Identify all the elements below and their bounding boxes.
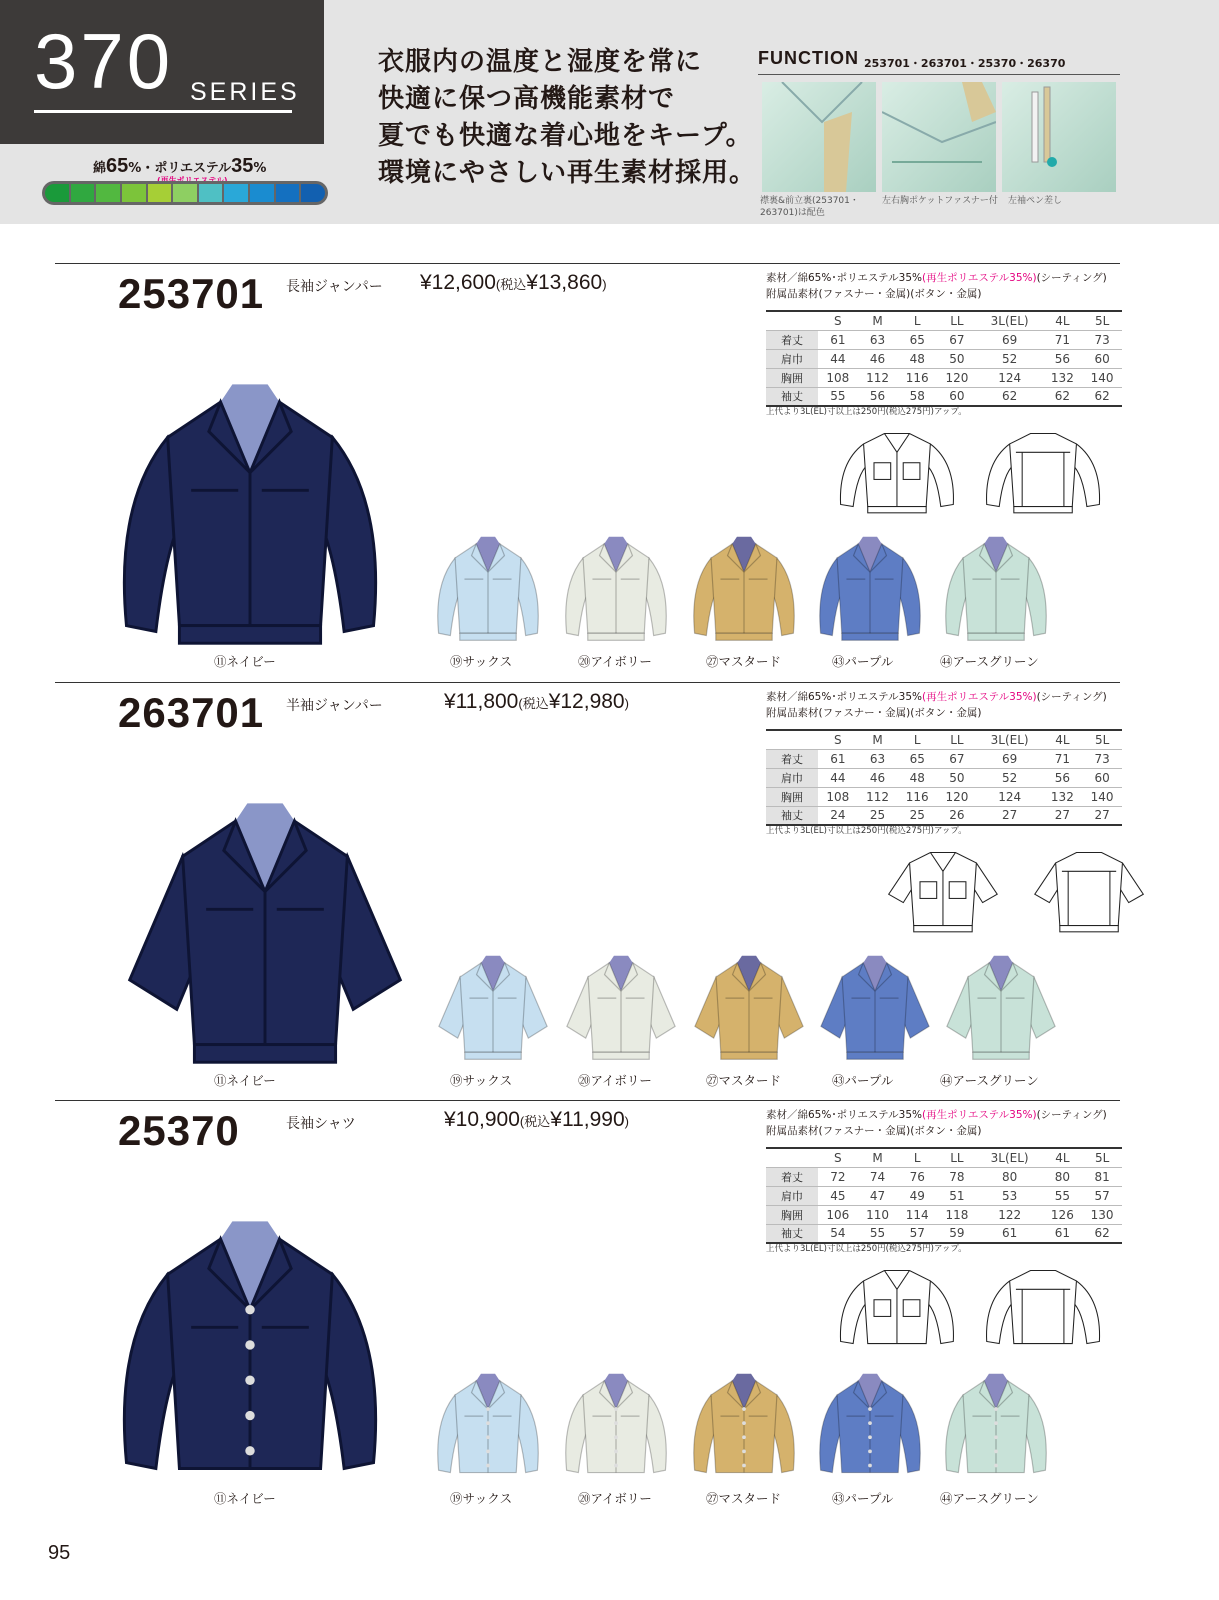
main-garment-photo (100, 1192, 400, 1496)
material-a: 素材／綿65%･ポリエステル35% (766, 272, 922, 284)
size-cell: 26 (949, 808, 965, 823)
size-cell: 52 (1002, 770, 1018, 785)
main-garment-photo (95, 774, 435, 1078)
size-cell: 25 (909, 808, 925, 823)
material-info (766, 1107, 1107, 1139)
gauge-segment (250, 184, 274, 202)
color-caption-navy: ⑪ネイビー (214, 1073, 276, 1088)
size-header: S (834, 732, 842, 747)
accessory-line: 附属品素材(ファスナー・金属)(ボタン・金属) (766, 288, 982, 300)
size-cell: 56 (1054, 351, 1071, 366)
size-table (766, 729, 1122, 826)
size-row (766, 387, 1122, 406)
size-cell: 56 (1054, 770, 1071, 785)
size-cell: 58 (909, 389, 925, 404)
size-header-row (766, 730, 1122, 749)
size-row (766, 1205, 1122, 1224)
size-cell: 80 (1054, 1169, 1071, 1184)
size-cell: 67 (949, 751, 965, 766)
size-cell: 57 (1094, 1188, 1110, 1203)
size-cell: 27 (1054, 808, 1071, 823)
size-header: L (913, 1150, 921, 1165)
size-cell: 76 (909, 1169, 925, 1184)
color-photo-sax (428, 1362, 548, 1486)
size-cell: 52 (1002, 351, 1018, 366)
size-row (766, 330, 1122, 349)
gauge-segment (199, 184, 223, 202)
composition (93, 155, 266, 178)
size-row-label: 着丈 (766, 330, 818, 349)
size-header: S (834, 313, 842, 328)
size-cell: 60 (1094, 770, 1110, 785)
function-photo-collar (762, 82, 876, 192)
size-cell: 61 (1002, 1226, 1018, 1241)
size-cell: 114 (905, 1207, 929, 1222)
size-header: 5L (1094, 313, 1110, 328)
size-cell: 69 (1002, 332, 1018, 347)
tax-close: ) (624, 1114, 629, 1129)
size-cell: 140 (1090, 370, 1114, 385)
size-table (766, 1147, 1122, 1244)
size-corner (766, 730, 818, 749)
material-a: 素材／綿65%･ポリエステル35% (766, 1109, 922, 1121)
product-name: 長袖ジャンパー (286, 279, 383, 295)
size-cell: 132 (1050, 370, 1074, 385)
size-note: 上代より3L(EL)寸以上は250円(税込275円)アップ。 (766, 407, 967, 417)
size-header: L (913, 732, 921, 747)
size-cell: 118 (945, 1207, 969, 1222)
gauge-segment (224, 184, 248, 202)
material-recycled: (再生ポリエステル35%) (921, 1109, 1037, 1121)
size-cell: 50 (949, 770, 965, 785)
catch-copy (378, 44, 756, 192)
size-header: S (834, 1150, 842, 1165)
product-number: 253701 (118, 270, 265, 317)
size-cell: 47 (869, 1188, 886, 1203)
section-rule (55, 1100, 1120, 1101)
size-cell: 24 (830, 808, 846, 823)
material-c: (シーティング) (1036, 272, 1107, 284)
size-cell: 108 (826, 789, 850, 804)
section-rule (55, 263, 1120, 264)
size-cell: 46 (869, 770, 886, 785)
size-cell: 140 (1090, 789, 1114, 804)
size-row (766, 1186, 1122, 1205)
size-header: 3L(EL) (990, 313, 1029, 328)
size-cell: 73 (1094, 332, 1110, 347)
series-word: SERIES (190, 78, 300, 106)
size-cell: 63 (869, 751, 886, 766)
size-cell: 61 (1054, 1226, 1071, 1241)
size-cell: 44 (830, 351, 846, 366)
size-table (766, 310, 1122, 407)
color-photo-sax (428, 525, 548, 649)
size-row (766, 749, 1122, 768)
size-header: LL (950, 1150, 964, 1165)
tax-label: (税込 (495, 277, 527, 292)
size-header: LL (950, 313, 964, 328)
price-value: ¥10,900 (444, 1108, 520, 1131)
size-header: L (913, 313, 921, 328)
size-header-row (766, 311, 1122, 330)
material-line (766, 1107, 1107, 1123)
color-caption-purple: ㊸パープル (832, 1491, 894, 1506)
size-cell: 126 (1050, 1207, 1074, 1222)
composition-gauge (42, 181, 328, 205)
gauge-segment (96, 184, 120, 202)
material-info (766, 689, 1107, 721)
size-cell: 61 (830, 332, 846, 347)
gauge-segment (148, 184, 172, 202)
color-caption-sax: ⑲サックス (450, 654, 513, 669)
gauge-segment (173, 184, 197, 202)
material-info (766, 270, 1107, 302)
size-cell: 62 (1094, 389, 1110, 404)
size-cell: 130 (1090, 1207, 1114, 1222)
function-caption: 左右胸ポケットファスナー付 (882, 196, 998, 206)
color-caption-earthgreen: ㊹アースグリーン (940, 654, 1039, 669)
size-cell: 45 (830, 1188, 846, 1203)
function-title: FUNCTION (758, 48, 859, 68)
size-row-label: 着丈 (766, 1167, 818, 1186)
material-line (766, 270, 1107, 286)
main-garment-photo (100, 355, 400, 659)
color-caption-sax: ⑲サックス (450, 1491, 513, 1506)
technical-drawing (820, 1258, 1120, 1358)
size-header: M (872, 313, 883, 328)
size-row (766, 787, 1122, 806)
color-caption-ivory: ⑳アイボリー (578, 1491, 652, 1506)
size-header: M (872, 1150, 883, 1165)
size-cell: 27 (1094, 808, 1110, 823)
product-name: 半袖ジャンパー (286, 698, 383, 714)
product-price (420, 271, 607, 295)
size-cell: 72 (830, 1169, 846, 1184)
size-cell: 124 (998, 789, 1022, 804)
color-caption-ivory: ⑳アイボリー (578, 654, 652, 669)
size-row-label: 胸囲 (766, 1205, 818, 1224)
material-c: (シーティング) (1036, 691, 1107, 703)
size-row (766, 1167, 1122, 1186)
size-cell: 54 (830, 1226, 846, 1241)
material-recycled: (再生ポリエステル35%) (921, 272, 1037, 284)
size-header: 5L (1094, 732, 1110, 747)
color-photo-ivory (556, 525, 676, 649)
product-name: 長袖シャツ (286, 1116, 356, 1132)
size-row (766, 1224, 1122, 1243)
size-cell: 78 (949, 1169, 965, 1184)
product-price (444, 1108, 629, 1132)
size-cell: 49 (909, 1188, 925, 1203)
color-caption-earthgreen: ㊹アースグリーン (940, 1073, 1039, 1088)
size-header: 4L (1055, 1150, 1070, 1165)
size-header-row (766, 1148, 1122, 1167)
tax-price: ¥13,860 (526, 271, 603, 294)
catch-line: 環境にやさしい再生素材採用。 (378, 158, 757, 188)
size-cell: 60 (1094, 351, 1110, 366)
material-line (766, 689, 1107, 705)
technical-drawing (866, 840, 1166, 940)
series-underline (34, 110, 292, 113)
size-row-label: 肩巾 (766, 349, 818, 368)
accessory-line: 附属品素材(ファスナー・金属)(ボタン・金属) (766, 707, 982, 719)
function-photo-pocket (882, 82, 996, 192)
color-caption-sax: ⑲サックス (450, 1073, 513, 1088)
catch-line: 衣服内の温度と湿度を常に (378, 47, 703, 77)
size-row-label: 着丈 (766, 749, 818, 768)
size-cell: 62 (1054, 389, 1071, 404)
size-header: LL (950, 732, 964, 747)
size-cell: 53 (1002, 1188, 1018, 1203)
size-row-label: 胸囲 (766, 787, 818, 806)
color-caption-mustard: ㉗マスタード (706, 1073, 782, 1088)
comp-poly: ポリエステル (154, 161, 232, 176)
size-cell: 122 (998, 1207, 1022, 1222)
gauge-segment (276, 184, 300, 202)
tax-close: ) (602, 277, 607, 292)
tax-price: ¥12,980 (548, 690, 625, 713)
size-cell: 106 (826, 1207, 850, 1222)
size-note: 上代より3L(EL)寸以上は250円(税込275円)アップ。 (766, 1244, 967, 1254)
product-price (444, 690, 629, 714)
price-value: ¥12,600 (420, 271, 496, 294)
size-cell: 71 (1054, 332, 1071, 347)
color-caption-navy: ⑪ネイビー (214, 1491, 276, 1506)
gauge-segment (122, 184, 146, 202)
size-cell: 61 (830, 751, 846, 766)
color-photo-purple (810, 525, 930, 649)
size-row (766, 349, 1122, 368)
size-cell: 71 (1054, 751, 1071, 766)
size-cell: 132 (1050, 789, 1074, 804)
size-cell: 25 (869, 808, 886, 823)
color-caption-earthgreen: ㊹アースグリーン (940, 1491, 1039, 1506)
size-row-label: 袖丈 (766, 806, 818, 825)
comp-pct-a: % (128, 161, 142, 176)
material-recycled: (再生ポリエステル35%) (921, 691, 1037, 703)
size-cell: 27 (1002, 808, 1018, 823)
size-cell: 63 (869, 332, 886, 347)
size-row-label: 胸囲 (766, 368, 818, 387)
size-cell: 73 (1094, 751, 1110, 766)
size-cell: 60 (949, 389, 965, 404)
size-cell: 112 (866, 789, 889, 804)
size-row (766, 806, 1122, 825)
color-caption-navy: ⑪ネイビー (214, 654, 276, 669)
accessory-line: 附属品素材(ファスナー・金属)(ボタン・金属) (766, 1125, 982, 1137)
color-photo-mustard (684, 525, 804, 649)
size-cell: 55 (869, 1226, 886, 1241)
color-photo-mustard (684, 1362, 804, 1486)
size-cell: 81 (1094, 1169, 1110, 1184)
color-photo-earthgreen (936, 525, 1056, 649)
size-corner (766, 311, 818, 330)
size-cell: 67 (949, 332, 965, 347)
tax-price: ¥11,990 (550, 1108, 625, 1131)
function-models: 253701・263701・25370・26370 (864, 57, 1066, 70)
gauge-segment (45, 184, 69, 202)
size-header: 4L (1055, 313, 1070, 328)
size-cell: 80 (1002, 1169, 1018, 1184)
size-cell: 44 (830, 770, 846, 785)
product-number: 25370 (118, 1107, 240, 1154)
size-corner (766, 1148, 818, 1167)
function-rule (758, 74, 1120, 75)
size-row (766, 768, 1122, 787)
size-cell: 116 (905, 789, 929, 804)
size-cell: 57 (909, 1226, 925, 1241)
size-cell: 69 (1002, 751, 1018, 766)
size-cell: 65 (909, 332, 925, 347)
size-cell: 110 (866, 1207, 889, 1222)
function-caption: 左袖ペン差し (1008, 196, 1063, 206)
technical-drawing (820, 421, 1120, 521)
price-value: ¥11,800 (444, 690, 519, 713)
color-photo-purple (810, 1362, 930, 1486)
catch-line: 快適に保つ高機能素材で (378, 84, 676, 114)
size-cell: 62 (1002, 389, 1018, 404)
comp-pct-b: % (253, 161, 267, 176)
function-photo-pen (1002, 82, 1116, 192)
size-header: 5L (1094, 1150, 1110, 1165)
color-photo-earthgreen (926, 944, 1076, 1068)
size-cell: 51 (949, 1188, 965, 1203)
size-cell: 48 (909, 351, 925, 366)
catch-line: 夏でも快適な着心地をキープ。 (378, 121, 753, 151)
size-header: 3L(EL) (990, 732, 1029, 747)
color-caption-ivory: ⑳アイボリー (578, 1073, 652, 1088)
page-number: 95 (48, 1542, 71, 1564)
size-cell: 46 (869, 351, 886, 366)
color-photo-ivory (556, 1362, 676, 1486)
color-caption-mustard: ㉗マスタード (706, 654, 782, 669)
tax-close: ) (624, 696, 629, 711)
comp-poly-pct: 35 (231, 155, 254, 177)
size-note: 上代より3L(EL)寸以上は250円(税込275円)アップ。 (766, 826, 967, 836)
size-cell: 112 (866, 370, 889, 385)
material-a: 素材／綿65%･ポリエステル35% (766, 691, 922, 703)
comp-cotton-pct: 65 (106, 155, 129, 177)
gauge-segment (71, 184, 95, 202)
size-header: 3L(EL) (990, 1150, 1029, 1165)
section-rule (55, 682, 1120, 683)
color-photo-earthgreen (936, 1362, 1056, 1486)
function-caption: 襟裏&前立裏(253701・263701)は配色 (760, 196, 859, 218)
size-cell: 116 (905, 370, 929, 385)
color-caption-purple: ㊸パープル (832, 1073, 894, 1088)
size-cell: 108 (826, 370, 850, 385)
size-cell: 50 (949, 351, 965, 366)
size-cell: 74 (869, 1169, 886, 1184)
series-number: 370 (34, 17, 174, 105)
series-box (0, 0, 324, 144)
size-cell: 55 (830, 389, 846, 404)
comp-cotton: 綿 (93, 161, 107, 176)
size-row (766, 368, 1122, 387)
size-cell: 120 (945, 370, 969, 385)
size-row-label: 袖丈 (766, 387, 818, 406)
size-header: 4L (1055, 732, 1070, 747)
material-c: (シーティング) (1036, 1109, 1107, 1121)
tax-label: (税込 (519, 1114, 551, 1129)
color-caption-mustard: ㉗マスタード (706, 1491, 782, 1506)
size-cell: 120 (945, 789, 969, 804)
size-row-label: 肩巾 (766, 768, 818, 787)
size-cell: 65 (909, 751, 925, 766)
tax-label: (税込 (518, 696, 549, 711)
color-caption-purple: ㊸パープル (832, 654, 894, 669)
gauge-segment (301, 184, 325, 202)
size-cell: 59 (949, 1226, 965, 1241)
size-header: M (872, 732, 883, 747)
size-cell: 124 (998, 370, 1022, 385)
size-cell: 48 (909, 770, 925, 785)
size-cell: 55 (1054, 1188, 1071, 1203)
product-number: 263701 (118, 689, 265, 736)
size-row-label: 袖丈 (766, 1224, 818, 1243)
size-cell: 56 (869, 389, 886, 404)
size-cell: 62 (1094, 1226, 1110, 1241)
size-row-label: 肩巾 (766, 1186, 818, 1205)
comp-sep: ・ (141, 161, 155, 176)
